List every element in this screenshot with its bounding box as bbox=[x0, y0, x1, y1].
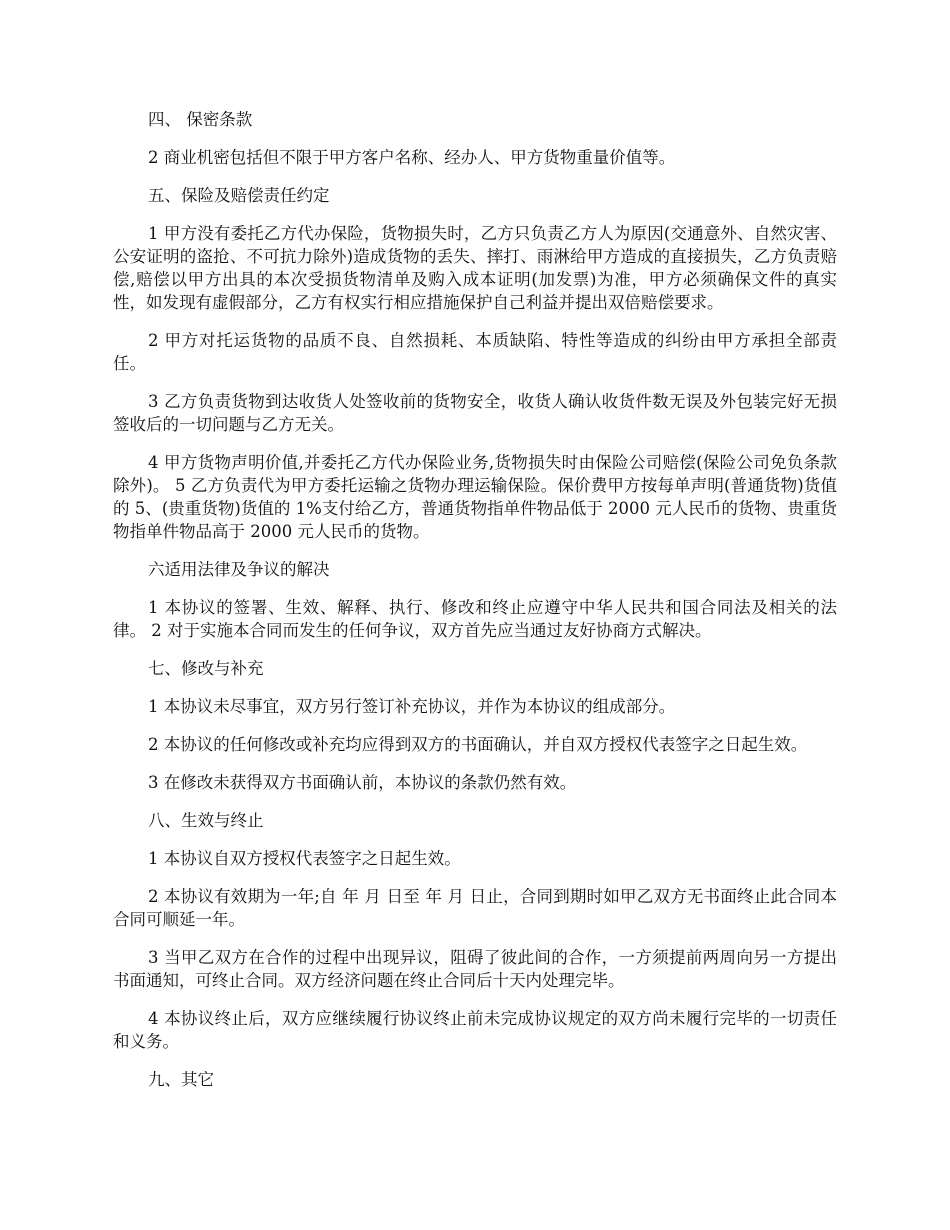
paragraph: 1 本协议未尽事宜，双方另行签订补充协议，并作为本协议的组成部分。 bbox=[148, 697, 676, 716]
paragraph: 1 本协议自双方授权代表签字之日起生效。 bbox=[148, 849, 461, 868]
section-heading-insurance: 五、保险及赔偿责任约定 bbox=[148, 186, 330, 205]
paragraph: 3 乙方负责货物到达收货人处签收前的货物安全，收货人确认收货件数无误及外包装完好无损签收后的一切问题与乙方无关。 bbox=[113, 392, 837, 434]
paragraph: 4 本协议终止后，双方应继续履行协议终止前未完成协议规定的双方尚未履行完毕的一切责任和义务。 bbox=[113, 1009, 837, 1051]
section-heading-effect: 八、生效与终止 bbox=[148, 811, 264, 830]
section-heading-confidentiality: 四、 保密条款 bbox=[148, 110, 253, 129]
section-heading-law: 六适用法律及争议的解决 bbox=[148, 560, 330, 579]
section-heading-other: 九、其它 bbox=[148, 1070, 214, 1089]
paragraph: 1 甲方没有委托乙方代办保险，货物损失时，乙方只负责乙方人为原因(交通意外、自然灾害、公安证明的盗抢、不可抗力除外)造成货物的丢失、摔打、雨淋给甲方造成的直接损失，乙方负责赔偿,赔偿以甲方出具的本次受损货物清单及购入成本证明(加发票)为准，甲方必须确保文件的真实性，如发现有虚假部分，乙方有权实行相应措施保护自己利益并提出双倍赔偿要求。 bbox=[113, 224, 837, 312]
paragraph: 2 甲方对托运货物的品质不良、自然损耗、本质缺陷、特性等造成的纠纷由甲方承担全部责任。 bbox=[113, 331, 837, 373]
paragraph: 1 本协议的签署、生效、解释、执行、修改和终止应遵守中华人民共和国合同法及相关的法律。 2 对于实施本合同而发生的任何争议，双方首先应当通过友好协商方式解决。 bbox=[113, 598, 837, 640]
section-heading-amendment: 七、修改与补充 bbox=[148, 659, 264, 678]
paragraph: 3 在修改未获得双方书面确认前，本协议的条款仍然有效。 bbox=[148, 773, 577, 792]
paragraph: 2 本协议有效期为一年;自 年 月 日至 年 月 日止，合同到期时如甲乙双方无书面终止此合同本合同可顺延一年。 bbox=[113, 887, 837, 929]
document-page bbox=[113, 108, 837, 1106]
paragraph: 4 甲方货物声明价值,并委托乙方代办保险业务,货物损失时由保险公司赔偿(保险公司免负条款除外)。 5 乙方负责代为甲方委托运输之货物办理运输保险。保价费甲方按每单声明(普通货物)货值的 5、(贵重货物)货值的 1%支付给乙方，普通货物指单件物品低于 2000 元人民币的货物、贵重货物指单件物品高于 2000 元人民币的货物。 bbox=[113, 453, 837, 541]
paragraph: 2 本协议的任何修改或补充均应得到双方的书面确认，并自双方授权代表签字之日起生效。 bbox=[148, 735, 808, 754]
paragraph: 2 商业机密包括但不限于甲方客户名称、经办人、甲方货物重量价值等。 bbox=[148, 148, 676, 167]
paragraph: 3 当甲乙双方在合作的过程中出现异议，阻碍了彼此间的合作，一方须提前两周向另一方提出书面通知，可终止合同。双方经济问题在终止合同后十天内处理完毕。 bbox=[113, 948, 837, 990]
